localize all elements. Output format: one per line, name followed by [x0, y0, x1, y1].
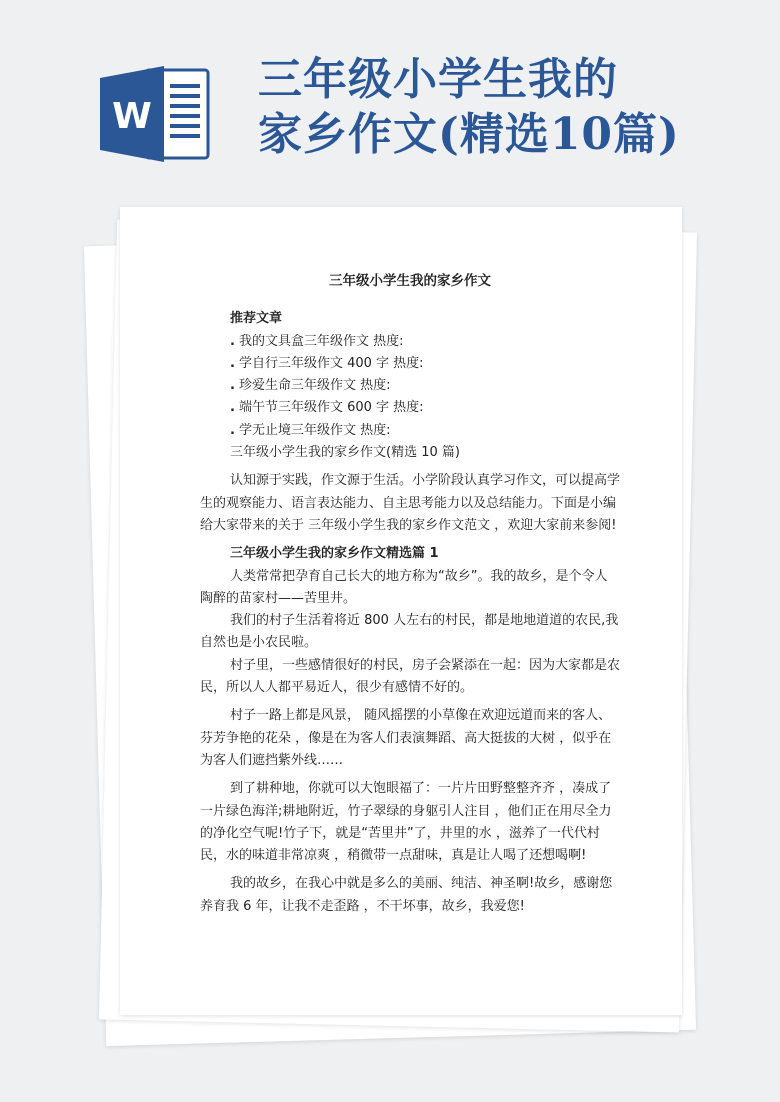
- recommended-list: [200, 331, 620, 442]
- body-paragraph: 到了耕种地，你就可以大饱眼福了：一片片田野整整齐齐 ，凑成了一片绿色海洋;耕地附近，竹子翠绿的身躯引人注目 ，他们正在用尽全力的净化空气呢!竹子下，就是“苦里井”了，井里的水 ，滋养了一代代村民，水的味道非常凉爽 ，稍微带一点甜味，真是让人喝了还想喝啊!: [200, 781, 612, 864]
- recommended-item[interactable]: . 学自行三年级作文 400 字 热度:: [230, 355, 424, 371]
- word-document-icon: [100, 64, 212, 164]
- body-paragraph: 我们的村子生活着将近 800 人左右的村民，都是地地道道的农民,我自然也是小农民啦。: [200, 613, 619, 651]
- body-paragraph: 我的故乡，在我心中就是多么的美丽、纯洁、神圣啊!故乡，感谢您养育我 6 年，让我不走歪路 ，不干坏事，故乡，我爱您!: [200, 876, 613, 914]
- document-subtitle: 三年级小学生我的家乡作文(精选 10 篇): [230, 445, 460, 461]
- recommended-item[interactable]: . 学无止境三年级作文 热度:: [230, 422, 391, 438]
- recommended-item[interactable]: . 端午节三年级作文 600 字 热度:: [230, 400, 424, 416]
- banner-title-line-2: 家乡作文(精选10篇): [258, 109, 680, 160]
- word-icon-letter: W: [112, 96, 152, 137]
- document-title: 三年级小学生我的家乡作文: [329, 273, 491, 289]
- intro-paragraph: 认知源于实践，作文源于生活。小学阶段认真学习作文，可以提高学生的观察能力、语言表达能力、自主思考能力以及总结能力。下面是小编给大家带来的关于 三年级小学生我的家乡作文范文 ，欢迎大家前来参阅!: [200, 473, 621, 533]
- banner-title: [258, 52, 773, 162]
- body-paragraph: 人类常常把孕育自己长大的地方称为“故乡”。我的故乡，是个令人陶醉的苗家村——苦里井。: [200, 568, 608, 606]
- section-title: 三年级小学生我的家乡作文精选篇 1: [230, 546, 439, 562]
- body-paragraph: 村子里，一些感情很好的村民，房子会紧添在一起：因为大家都是农民，所以人人都平易近人，很少有感情不好的。: [200, 657, 621, 696]
- recommended-item[interactable]: . 珍爱生命三年级作文 热度:: [230, 378, 391, 394]
- document-body: [200, 270, 620, 918]
- recommended-heading: 推荐文章: [230, 311, 283, 327]
- body-paragraph: 村子一路上都是风景， 随风摇摆的小草像在欢迎远道而来的客人、芬芳争艳的花朵 ，像是在为客人们表演舞蹈、高大挺拔的大树 ，似乎在为客人们遮挡紫外线……: [200, 708, 612, 768]
- recommended-item[interactable]: . 我的文具盒三年级作文 热度:: [230, 333, 404, 349]
- banner-title-line-1: 三年级小学生我的: [258, 54, 618, 105]
